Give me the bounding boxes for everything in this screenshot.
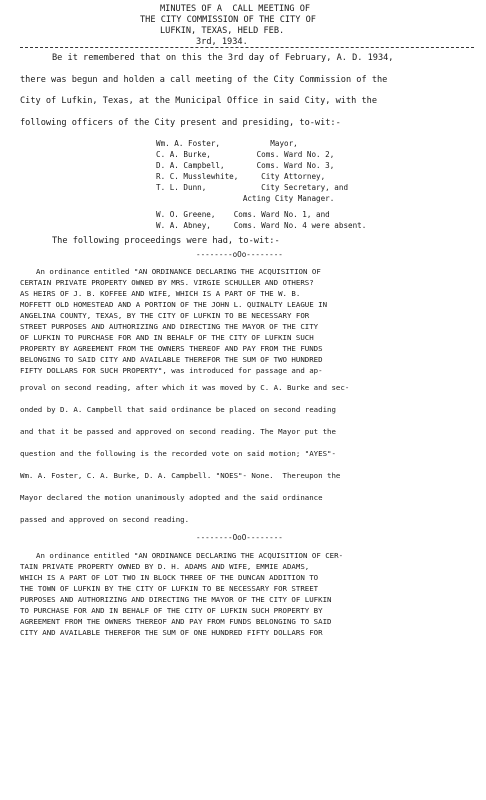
text-line: proval on second reading, after which it was moved by C. A. Burke and sec- <box>20 383 350 392</box>
text-line: FIFTY DOLLARS FOR SUCH PROPERTY", was introduced for passage and ap- <box>20 366 323 375</box>
heading-line: MINUTES OF A CALL MEETING OF <box>160 4 311 14</box>
heading-line: LUFKIN, TEXAS, HELD FEB. <box>160 26 285 36</box>
section-separator: --------oOo-------- <box>196 250 283 259</box>
text-line: MOFFETT OLD HOMESTEAD AND A PORTION OF THE JOHN L. QUINALTY LEAGUE IN <box>20 300 328 309</box>
officer-line: T. L. Dunn, City Secretary, and <box>156 183 349 192</box>
text-line: WHICH IS A PART OF LOT TWO IN BLOCK THREE OF THE DUNCAN ADDITION TO <box>20 573 319 582</box>
text-line: PURPOSES AND AUTHORIZING AND DIRECTING THE MAYOR OF THE CITY OF LUFKIN <box>20 595 332 604</box>
text-line: OF LUFKIN TO PURCHASE FOR AND IN BEHALF OF THE CITY OF LUFKIN SUCH <box>20 333 314 342</box>
text-line: BELONGING TO SAID CITY AND AVAILABLE THEREFOR THE SUM OF TWO HUNDRED <box>20 355 323 364</box>
text-line: following officers of the City present and presiding, to-wit:- <box>20 118 341 128</box>
absent-line: W. O. Greene, Coms. Ward No. 1, and <box>156 210 330 219</box>
officer-line: Acting City Manager. <box>156 194 335 203</box>
text-line: there was begun and holden a call meeting of the City Commission of the <box>20 75 388 85</box>
heading-line: THE CITY COMMISSION OF THE CITY OF <box>140 15 316 25</box>
text-line: question and the following is the recorded vote on said motion; "AYES"- <box>20 449 336 458</box>
text-line: Mayor declared the motion unanimously adopted and the said ordinance <box>20 493 323 502</box>
text-line: An ordinance entitled "AN ORDINANCE DECLARING THE ACQUISITION OF CER- <box>36 551 344 560</box>
text-line: Wm. A. Foster, C. A. Burke, D. A. Campbell. "NOES"- None. Thereupon the <box>20 471 341 480</box>
text-line: An ordinance entitled "AN ORDINANCE DECLARING THE ACQUISITION OF <box>36 267 321 276</box>
proceedings-line: The following proceedings were had, to-wit:- <box>52 236 280 246</box>
heading-line: 3rd, 1934. <box>196 37 248 47</box>
text-line: AS HEIRS OF J. B. KOFFEE AND WIFE, WHICH IS A PART OF THE W. B. <box>20 289 301 298</box>
text-line: ANGELINA COUNTY, TEXAS, BY THE CITY OF LUFKIN TO BE NECESSARY FOR <box>20 311 310 320</box>
text-line: CITY AND AVAILABLE THEREFOR THE SUM OF ONE HUNDRED FIFTY DOLLARS FOR <box>20 628 323 637</box>
text-line: Be it remembered that on this the 3rd day of February, A. D. 1934, <box>52 53 394 63</box>
text-line: TAIN PRIVATE PROPERTY OWNED BY D. H. ADAMS AND WIFE, EMMIE ADAMS, <box>20 562 310 571</box>
text-line: THE TOWN OF LUFKIN BY THE CITY OF LUFKIN TO BE NECESSARY FOR STREET <box>20 584 319 593</box>
officer-line: R. C. Musslewhite, City Attorney, <box>156 172 326 181</box>
heading-rule <box>20 47 474 48</box>
text-line: TO PURCHASE FOR AND IN BEHALF OF THE CITY OF LUFKIN SUCH PROPERTY BY <box>20 606 323 615</box>
text-line: STREET PURPOSES AND AUTHORIZING AND DIRECTING THE MAYOR OF THE CITY <box>20 322 319 331</box>
text-line: and that it be passed and approved on second reading. The Mayor put the <box>20 427 336 436</box>
text-line: onded by D. A. Campbell that said ordinance be placed on second reading <box>20 405 336 414</box>
officer-line: Wm. A. Foster, Mayor, <box>156 139 298 148</box>
text-line: AGREEMENT FROM THE OWNERS THEREOF AND PAY FROM FUNDS BELONGING TO SAID <box>20 617 332 626</box>
section-separator: --------OoO-------- <box>196 533 283 542</box>
text-line: CERTAIN PRIVATE PROPERTY OWNED BY MRS. VIRGIE SCHULLER AND OTHERS? <box>20 278 314 287</box>
text-line: City of Lufkin, Texas, at the Municipal Office in said City, with the <box>20 96 377 106</box>
absent-line: W. A. Abney, Coms. Ward No. 4 were absent. <box>156 221 367 230</box>
officer-line: D. A. Campbell, Coms. Ward No. 3, <box>156 161 335 170</box>
text-line: PROPERTY BY AGREEMENT FROM THE OWNERS THEREOF AND PAY FROM THE FUNDS <box>20 344 323 353</box>
officer-line: C. A. Burke, Coms. Ward No. 2, <box>156 150 335 159</box>
text-line: passed and approved on second reading. <box>20 515 190 524</box>
